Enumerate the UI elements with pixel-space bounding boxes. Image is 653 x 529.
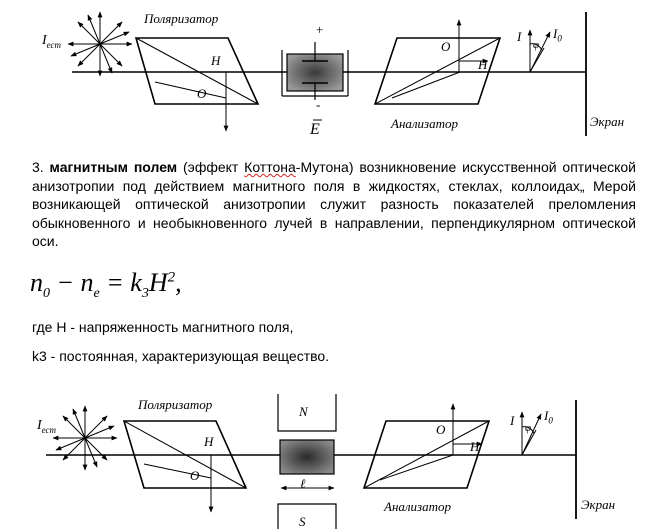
magnetic-field-paragraph <box>32 158 636 251</box>
field-e-label: E <box>310 121 320 138</box>
intensity-i0-label-bottom <box>544 409 553 426</box>
formula-sub-e: е <box>93 286 100 302</box>
natural-light-i-bottom: I <box>37 418 42 433</box>
magnet-n-label: N <box>299 404 308 419</box>
angle-phi-label: φ <box>533 39 540 51</box>
screen-label-bottom: Экран <box>581 497 616 512</box>
item-number: 3. <box>32 159 50 175</box>
natural-light-sub-bottom: ест <box>41 424 57 435</box>
analyzer-h-label-bottom: H <box>470 439 480 454</box>
analyzer-ray-bottom <box>380 455 453 480</box>
intensity-i0-sub: 0 <box>557 33 562 44</box>
where-k-line: k3 - постоянная, характеризующая вещество. <box>32 348 330 364</box>
intensity-i0-label <box>553 27 562 44</box>
analyzer-ray <box>392 72 460 98</box>
formula-sub-3: 3 <box>141 286 149 302</box>
cotton-word: Коттона <box>244 159 296 175</box>
plus-sign: + <box>316 22 324 37</box>
formula <box>30 270 182 301</box>
formula-h: H <box>148 268 168 297</box>
polarizer-ray-bottom <box>144 464 211 478</box>
natural-light-sub: ест <box>46 39 62 50</box>
formula-comma: , <box>175 268 182 297</box>
intensity-i-label: I <box>517 29 522 44</box>
natural-light-i: I <box>42 33 47 48</box>
screen-label: Экран <box>590 114 625 129</box>
formula-eq: = k <box>99 268 142 297</box>
analyzer-h-label: H <box>478 57 488 72</box>
analyzer-label: Анализатор <box>391 116 459 131</box>
angle-phi-label-bottom: φ <box>525 422 532 434</box>
analyzer-o-label: O <box>441 39 451 54</box>
intensity-i0-main: I <box>553 26 558 41</box>
length-l-label: ℓ <box>300 476 306 491</box>
formula-sub-o: 0 <box>43 286 50 302</box>
analyzer-o-label-bottom: O <box>436 422 446 437</box>
natural-light-star-icon <box>68 12 132 76</box>
analyzer-label-bottom: Анализатор <box>384 499 452 514</box>
natural-light-label <box>42 34 61 50</box>
intensity-i0-sub-bottom: 0 <box>548 415 553 426</box>
polarizer-label: Поляризатор <box>144 11 219 26</box>
intensity-vectors <box>530 30 550 72</box>
intensity-i0-main-bottom: I <box>544 408 549 423</box>
polarizer-h-label-bottom: H <box>204 434 214 449</box>
polarizer-o-label: O <box>197 86 207 101</box>
natural-light-star-icon-bottom <box>53 406 117 470</box>
polarizer-label-bottom: Поляризатор <box>138 397 213 412</box>
magnet-s-label: S <box>299 514 306 529</box>
polarizer-h-label: H <box>211 53 221 68</box>
term-magnetic-field: магнитным полем <box>49 159 178 175</box>
formula-sup-2: 2 <box>167 269 176 286</box>
where-h-line: где Н - напряженность магнитного поля, <box>32 319 294 335</box>
kerr-cell <box>282 42 348 120</box>
para-part-2: -Мутона) возникновение искусственной оптической анизотропии под действием магнитного поля в жидкостях, стеклах, коллоидах„ Мерой возникающей оптической анизотропии служит разность показателей преломления обыкновенного и необыкновенного лучей в направлении, перпендикулярном оптической оси. <box>32 159 636 249</box>
formula-n: n <box>30 268 43 297</box>
top-diagram <box>68 12 586 136</box>
minus-sign: - <box>316 97 321 112</box>
formula-minus: − n <box>50 268 94 297</box>
natural-light-label-bottom <box>37 419 56 435</box>
para-part-1: (эффект <box>177 159 245 175</box>
intensity-i-label-bottom: I <box>510 413 515 428</box>
polarizer-o-label-bottom: O <box>190 468 200 483</box>
polarizer-ray <box>155 82 226 101</box>
bottom-diagram <box>46 394 576 529</box>
